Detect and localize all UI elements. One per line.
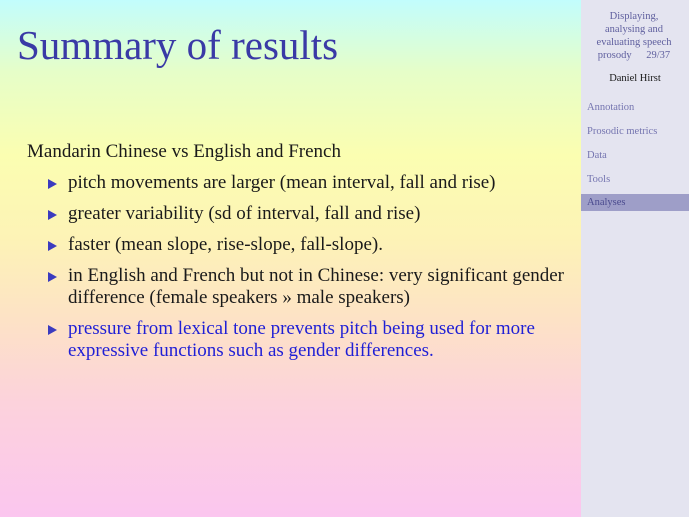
- bullet-item: [48, 172, 568, 194]
- bullet-text: pressure from lexical tone prevents pitch being used for more expressive functions such as gender differences.: [68, 318, 535, 361]
- sidebar-title-line: evaluating speech: [596, 37, 672, 48]
- bullet-text: pitch movements are larger (mean interval, fall and rise): [68, 172, 496, 193]
- sidebar-title-line: analysing and: [604, 24, 664, 35]
- bullet-text: greater variability (sd of interval, fall and rise): [68, 203, 421, 224]
- sidebar: [581, 0, 689, 517]
- sidebar-author: Daniel Hirst: [609, 73, 661, 84]
- sidebar-nav-annotation[interactable]: Annotation: [587, 102, 635, 113]
- sidebar-nav-prosodic-metrics[interactable]: Prosodic metrics: [587, 126, 658, 137]
- sidebar-presentation-title[interactable]: [587, 10, 681, 62]
- sidebar-nav-tools[interactable]: Tools: [587, 174, 611, 185]
- bullet-triangle-icon: [48, 210, 57, 220]
- bullet-triangle-icon: [48, 325, 57, 335]
- bullet-triangle-icon: [48, 241, 57, 251]
- bullet-triangle-icon: [48, 272, 57, 282]
- bullet-item: [48, 234, 568, 256]
- sidebar-nav-analyses[interactable]: Analyses: [581, 194, 689, 211]
- page-number: 29/37: [646, 50, 671, 61]
- bullet-list: [48, 172, 568, 371]
- bullet-item: [48, 203, 568, 225]
- sidebar-title-line: prosody: [597, 50, 632, 61]
- sidebar-title-line: Displaying,: [609, 11, 659, 22]
- bullet-item: [48, 265, 568, 309]
- intro-text: Mandarin Chinese vs English and French: [27, 141, 341, 162]
- bullet-text: faster (mean slope, rise-slope, fall-slope).: [68, 234, 383, 255]
- bullet-text: in English and French but not in Chinese: very significant gender difference (female speakers » male speakers): [68, 265, 565, 308]
- slide-title: Summary of results: [17, 22, 339, 68]
- bullet-triangle-icon: [48, 179, 57, 189]
- bullet-item-highlight: [48, 318, 568, 362]
- sidebar-nav-data[interactable]: Data: [587, 150, 607, 161]
